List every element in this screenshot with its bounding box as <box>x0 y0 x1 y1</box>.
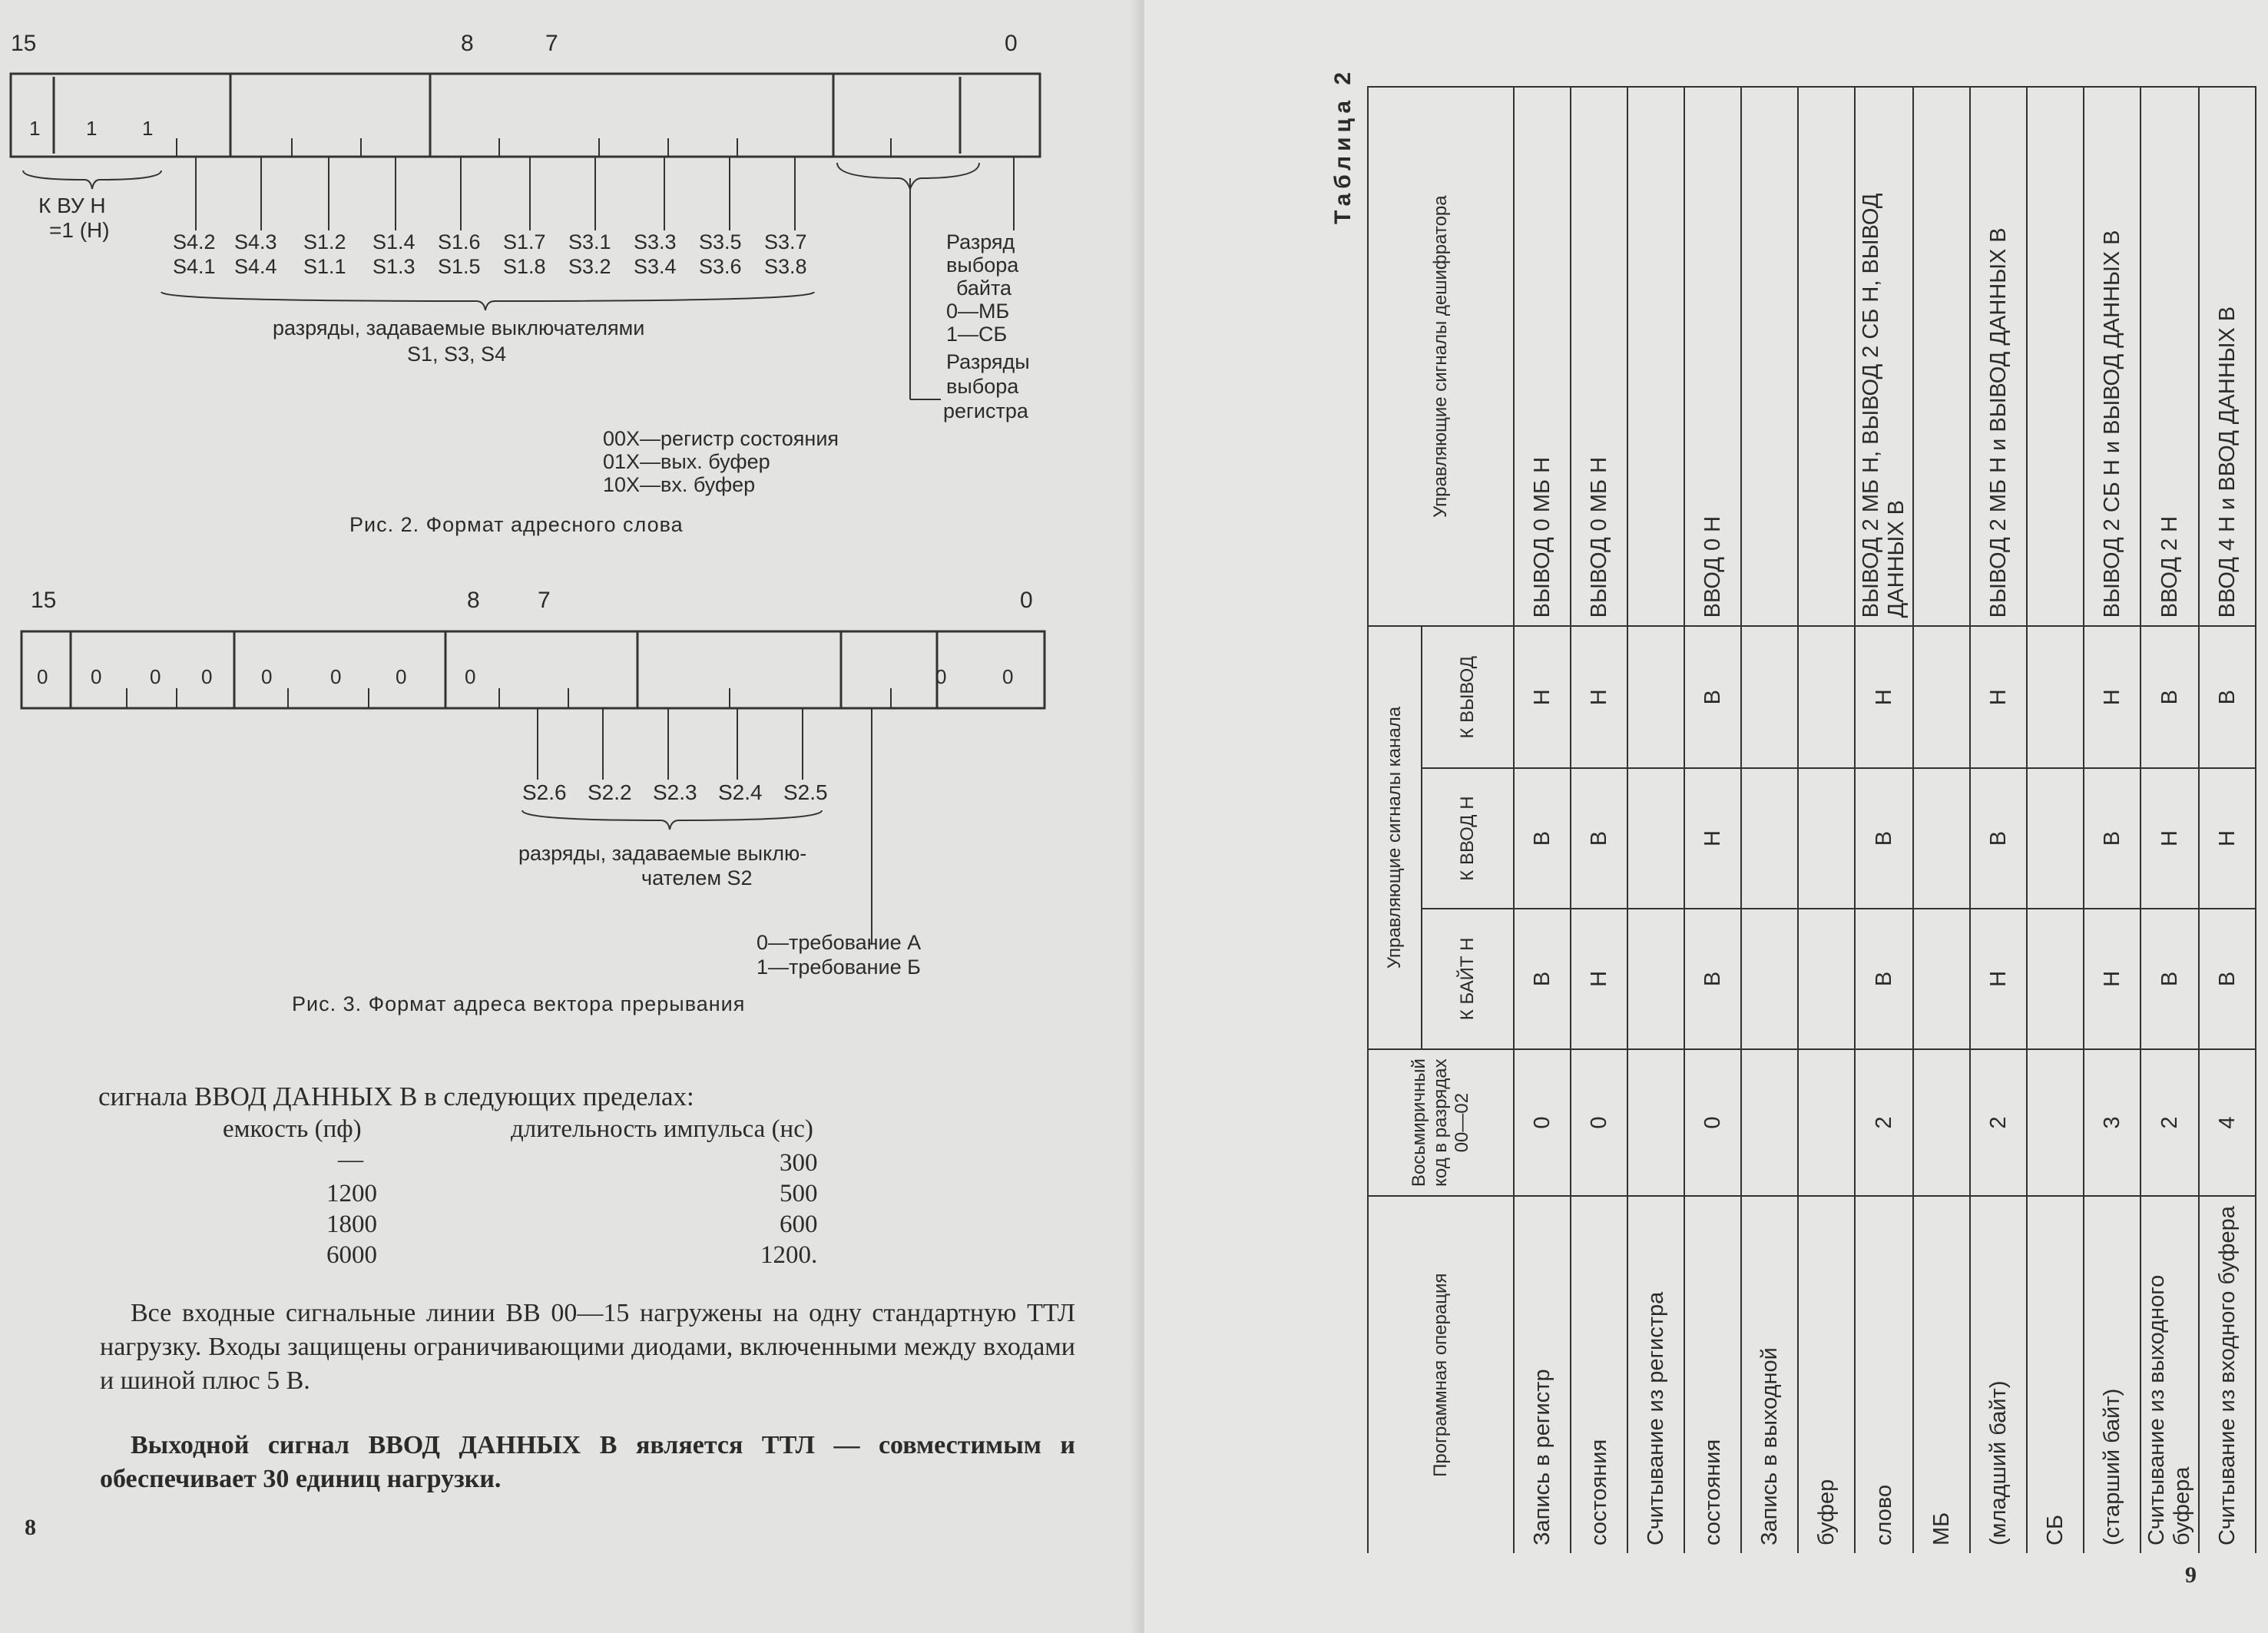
cell-operation: состояния <box>1571 1196 1627 1553</box>
table-row <box>1571 87 1627 1553</box>
fig2-switch: S1.2 <box>303 230 346 253</box>
fig3-switch-caption: чателем S2 <box>641 866 753 889</box>
cell-k-byte: В <box>1855 909 1913 1049</box>
cell-code <box>2027 1049 2084 1197</box>
cell-k-out: Н <box>2084 626 2141 768</box>
header-decoder-signals: Управляющие сигналы дешифратора <box>1368 87 1514 626</box>
cell-k-out <box>1913 626 1970 768</box>
fig3-request-label: 0—требование А <box>757 931 922 954</box>
fig2-switch: S3.7 <box>764 230 807 253</box>
cell-operation: слово <box>1855 1196 1913 1553</box>
value-cap: — <box>338 1146 363 1174</box>
fig2-kvu-label: К ВУ Н <box>38 194 106 217</box>
fig2-switch: S1.6 <box>438 230 481 253</box>
cell-k-in <box>2027 768 2084 909</box>
fig3-cell: 0 <box>935 665 947 688</box>
table-row <box>1970 87 2027 1553</box>
fig2-switch: S3.4 <box>634 255 677 278</box>
cell-decoder: ВВОД 4 Н и ВВОД ДАННЫХ В <box>2199 87 2256 626</box>
fig3-switch-caption: разряды, задаваемые выклю- <box>518 842 807 865</box>
cell-k-byte: В <box>2141 909 2199 1049</box>
fig2-switch: S3.6 <box>699 255 742 278</box>
header-k-out: К ВЫВОД <box>1422 626 1514 768</box>
cell-decoder: ВЫВОД 0 МБ Н <box>1514 87 1571 626</box>
cell-code <box>1627 1049 1684 1197</box>
cell-k-byte: В <box>1514 909 1571 1049</box>
cell-decoder: ВВОД 0 Н <box>1684 87 1741 626</box>
cell-k-out <box>1627 626 1684 768</box>
fig3-bit-7: 7 <box>538 588 551 613</box>
value-dur: 600 <box>780 1211 818 1238</box>
fig2-switch: S1.5 <box>438 255 481 278</box>
cell-decoder <box>1741 87 1798 626</box>
value-cap: 1200 <box>326 1180 377 1207</box>
cell-k-in: Н <box>2141 768 2199 909</box>
cell-code: 4 <box>2199 1049 2256 1197</box>
cell-code: 0 <box>1514 1049 1571 1197</box>
cell-k-out: Н <box>1970 626 2027 768</box>
table-row <box>1741 87 1798 1553</box>
cell-k-in: В <box>1855 768 1913 909</box>
cell-operation: Считывание из входного буфера <box>2199 1196 2256 1553</box>
values-col1-header: емкость (пф) <box>223 1115 362 1143</box>
fig2-switch: S1.4 <box>372 230 416 253</box>
value-cap: 6000 <box>326 1241 377 1269</box>
fig2-switch: S3.2 <box>568 255 611 278</box>
fig2-switch: S1.1 <box>303 255 346 278</box>
table-2 <box>1321 67 2240 1553</box>
table-2-grid <box>1367 86 2256 1553</box>
fig3-request-label: 1—требование Б <box>757 956 921 979</box>
fig3-cell: 0 <box>330 665 342 688</box>
table-row <box>1798 87 1855 1553</box>
cell-operation: Считывание из регистра <box>1627 1196 1684 1553</box>
fig2-caption: Рис. 2. Формат адресного слова <box>349 513 684 536</box>
cell-k-out: В <box>2141 626 2199 768</box>
cell-k-in: В <box>1970 768 2027 909</box>
cell-k-byte: В <box>1684 909 1741 1049</box>
cell-decoder: ВЫВОД 2 МБ Н, ВЫВОД 2 СБ Н, ВЫВОД ДАННЫХ В <box>1855 87 1913 626</box>
fig2-switch: S3.5 <box>699 230 742 253</box>
table-row <box>1855 87 1913 1553</box>
fig3-cell: 0 <box>37 665 48 688</box>
fig2-bit-15: 15 <box>11 31 37 56</box>
cell-k-byte: Н <box>1571 909 1627 1049</box>
table-row <box>2141 87 2199 1553</box>
cell-k-out: Н <box>1571 626 1627 768</box>
cell-k-byte <box>2027 909 2084 1049</box>
header-k-in: К ВВОД Н <box>1422 768 1514 909</box>
cell-operation: состояния <box>1684 1196 1741 1553</box>
cell-operation: (младший байт) <box>1970 1196 2027 1553</box>
cell-k-in: В <box>2084 768 2141 909</box>
cell-k-byte <box>1798 909 1855 1049</box>
cell-k-in: Н <box>1684 768 1741 909</box>
value-dur: 300 <box>780 1149 818 1177</box>
cell-code <box>1798 1049 1855 1197</box>
cell-k-out: В <box>2199 626 2256 768</box>
fig2-switch-caption: S1, S3, S4 <box>407 343 507 366</box>
fig3-cell: 0 <box>91 665 102 688</box>
fig3-caption: Рис. 3. Формат адреса вектора прерывания <box>292 992 746 1015</box>
fig3-switch: S2.6 <box>522 780 567 804</box>
cell-operation: буфер <box>1798 1196 1855 1553</box>
fig2-switch: S4.4 <box>234 255 277 278</box>
cell-k-out: Н <box>1514 626 1571 768</box>
cell-code <box>1913 1049 1970 1197</box>
cell-code: 2 <box>1855 1049 1913 1197</box>
cell-code: 0 <box>1571 1049 1627 1197</box>
cell-operation: Запись в регистр <box>1514 1196 1571 1553</box>
value-cap: 1800 <box>326 1211 377 1238</box>
cell-k-in <box>1741 768 1798 909</box>
page-number-right: 9 <box>2185 1562 2197 1588</box>
fig2-switch: S4.2 <box>173 230 216 253</box>
cell-k-in <box>1913 768 1970 909</box>
fig3-bit-0: 0 <box>1020 588 1033 613</box>
fig3-switch: S2.2 <box>588 780 632 804</box>
values-col2-header: длительность импульса (нс) <box>511 1115 813 1143</box>
table-row <box>2027 87 2084 1553</box>
cell-decoder <box>1798 87 1855 626</box>
cell-code: 3 <box>2084 1049 2141 1197</box>
cell-k-byte <box>1741 909 1798 1049</box>
fig2-switch: S3.3 <box>634 230 677 253</box>
fig3-cell: 0 <box>261 665 273 688</box>
cell-k-byte: Н <box>1970 909 2027 1049</box>
fig2-bit-7: 7 <box>545 31 558 56</box>
fig2-switch-caption: разряды, задаваемые выключателями <box>273 316 645 340</box>
cell-k-out <box>1741 626 1798 768</box>
header-k-byte: К БАЙТ Н <box>1422 909 1514 1049</box>
fig2-register-mark: 1 <box>29 117 41 140</box>
table-title: Таблица 2 <box>1330 67 1356 224</box>
cell-decoder <box>1913 87 1970 626</box>
fig2-register-mark: 1 <box>86 117 98 140</box>
cell-decoder: ВЫВОД 2 СБ Н и ВЫВОД ДАННЫХ В <box>2084 87 2141 626</box>
cell-k-byte: Н <box>2084 909 2141 1049</box>
header-octal-code: Восьмиричный код в разрядах 00—02 <box>1368 1049 1514 1197</box>
fig2-switch: S1.3 <box>372 255 416 278</box>
cell-k-in <box>1798 768 1855 909</box>
cell-k-out <box>1798 626 1855 768</box>
cell-decoder: ВЫВОД 0 МБ Н <box>1571 87 1627 626</box>
cell-k-byte: В <box>2199 909 2256 1049</box>
table-row <box>1627 87 1684 1553</box>
fig2-switch: S1.7 <box>503 230 546 253</box>
table-row <box>1913 87 1970 1553</box>
cell-operation: (старший байт) <box>2084 1196 2141 1553</box>
cell-operation: СБ <box>2027 1196 2084 1553</box>
fig2-register-mark: 1 <box>142 117 154 140</box>
cell-k-out: В <box>1684 626 1741 768</box>
value-dur: 1200. <box>760 1241 818 1269</box>
table-row <box>2084 87 2141 1553</box>
cell-k-out <box>2027 626 2084 768</box>
fig3-bit-8: 8 <box>467 588 480 613</box>
left-page: 15 8 7 0 1 1 1 К ВУ Н =1 (Н) S4.2 S4.3 S1.2 S1.4 S1.6 S1.7 S3.1 S3.3 S3.5 S3.7 S4.1 S4.4 S1.1 S1.3 S1.5 S1.8 S3.2 S3.4 S3.6 S3.8 разряды, задаваемые выключателями S1, S3, S4 Разряд выбора байта 0—МБ 1—СБ Разряды выбора регистра 00Х—регистр состояния 01Х—вых. буфер 10Х—вх. буфер Рис. 2. Формат адресного слова 15 8 7 0 0 0 0 0 0 0 0 0 0 0 S2.6 S2.2 S2.3 S2.4 S2.5 разряды, задаваемые выклю- чателем S2 0—требование А 1—требование Б Рис. 3. Формат адреса вектора прерывания сигнала ВВОД ДАННЫХ В в следующих пределах: емкость (пф) длительность импульса (нс) — 300 1200 500 1800 600 6000 1200. Все входные сигнальные линии ВВ 00—15 нагружены на одну стандартную ТТЛ нагрузку. Входы защищены ограничивающими диодами, включенными между входами и шиной плюс 5 В. Выходной сигнал ВВОД ДАННЫХ В является ТТЛ — совместимым и обеспечивает 30 единиц нагрузки. 8 <box>0 0 1144 1633</box>
header-channel-signals: Управляющие сигналы канала <box>1368 626 1422 1048</box>
fig2-switch: S4.1 <box>173 255 216 278</box>
cell-operation: МБ <box>1913 1196 1970 1553</box>
fig2-bit-8: 8 <box>461 31 474 56</box>
fig3-cell: 0 <box>1002 665 1014 688</box>
cell-operation: Запись в выходной <box>1741 1196 1798 1553</box>
fig3-cell: 0 <box>465 665 476 688</box>
cell-code: 2 <box>1970 1049 2027 1197</box>
cell-k-in: Н <box>2199 768 2256 909</box>
cell-code: 2 <box>2141 1049 2199 1197</box>
fig3-cell: 0 <box>150 665 161 688</box>
cell-k-byte <box>1913 909 1970 1049</box>
fig3-vector-diagram <box>0 614 1137 975</box>
cell-decoder: ВВОД 2 Н <box>2141 87 2199 626</box>
cell-code <box>1741 1049 1798 1197</box>
table-row <box>1684 87 1741 1553</box>
body-intro: сигнала ВВОД ДАННЫХ В в следующих пределах: <box>98 1081 694 1111</box>
cell-k-in <box>1627 768 1684 909</box>
fig3-switch: S2.5 <box>783 780 828 804</box>
fig3-switch: S2.4 <box>718 780 763 804</box>
fig2-kvu-label: =1 (Н) <box>49 218 110 242</box>
fig3-bit-15: 15 <box>31 588 57 613</box>
cell-code: 0 <box>1684 1049 1741 1197</box>
cell-operation: Считывание из выходного буфера <box>2141 1196 2199 1553</box>
cell-k-in: В <box>1571 768 1627 909</box>
fig2-switch: S4.3 <box>234 230 277 253</box>
fig3-cell: 0 <box>201 665 213 688</box>
cell-k-in: В <box>1514 768 1571 909</box>
header-operation: Программная операция <box>1368 1196 1514 1553</box>
table-row <box>2199 87 2256 1553</box>
cell-k-byte <box>1627 909 1684 1049</box>
page-number-left: 8 <box>25 1515 36 1540</box>
fig2-switch: S3.8 <box>764 255 807 278</box>
value-dur: 500 <box>780 1180 818 1207</box>
paragraph-input-lines: Все входные сигнальные линии ВВ 00—15 нагружены на одну стандартную ТТЛ нагрузку. Входы защищены ограничивающими диодами, включенными между входами и шиной плюс 5 В. <box>100 1299 1075 1395</box>
fig3-cell: 0 <box>396 665 407 688</box>
fig3-switch: S2.3 <box>653 780 697 804</box>
cell-decoder <box>1627 87 1684 626</box>
fig2-bit-0: 0 <box>1005 31 1018 56</box>
cell-decoder <box>2027 87 2084 626</box>
cell-decoder: ВЫВОД 2 МБ Н и ВЫВОД ДАННЫХ В <box>1970 87 2027 626</box>
table-row <box>1514 87 1571 1553</box>
fig2-switch: S1.8 <box>503 255 546 278</box>
cell-k-out: Н <box>1855 626 1913 768</box>
paragraph-output-signal: Выходной сигнал ВВОД ДАННЫХ В является ТТЛ — совместимым и обеспечивает 30 единиц нагрузки. <box>100 1431 1075 1493</box>
fig2-switch: S3.1 <box>568 230 611 253</box>
